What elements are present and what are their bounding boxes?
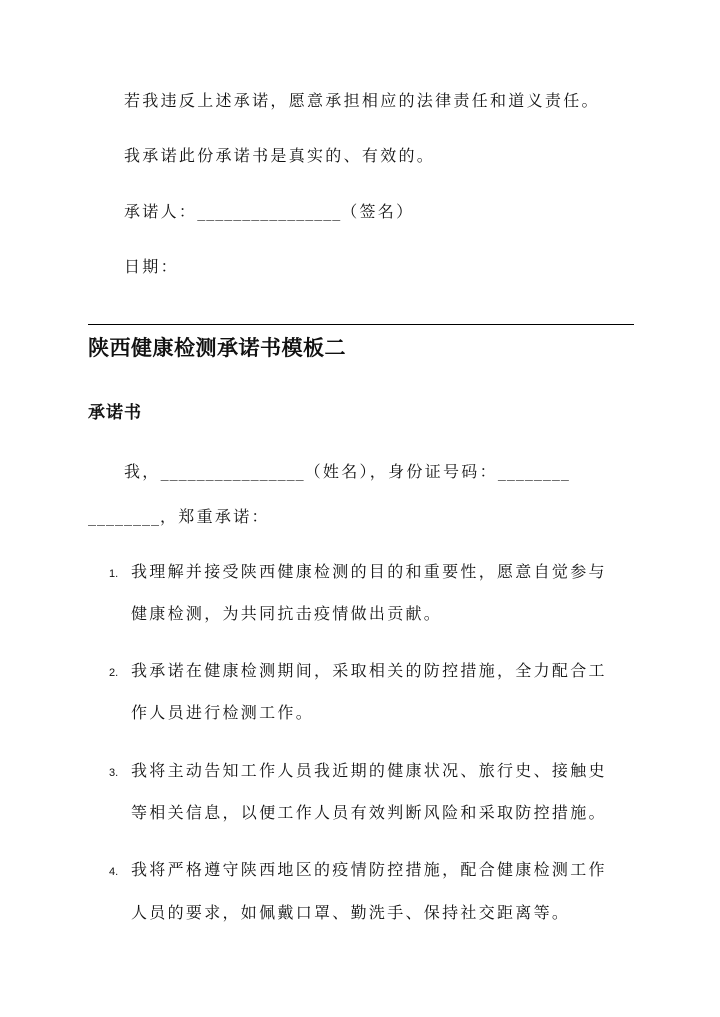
signer-blank: ________________ (197, 202, 342, 221)
list-item-number: 2. (109, 667, 119, 679)
list-item-text-line2: 作人员进行检测工作。 (131, 703, 315, 722)
list-item-text-line1: 我将主动告知工作人员我近期的健康状况、旅行史、接触史 (131, 761, 607, 780)
validity-statement: 我承诺此份承诺书是真实的、有效的。 (124, 146, 436, 165)
intro-line-2 (88, 507, 270, 527)
list-item-text-line1: 我将严格遵守陕西地区的疫情防控措施，配合健康检测工作 (131, 860, 607, 879)
signer-line (124, 202, 414, 222)
list-item-text-line2: 健康检测，为共同抗击疫情做出贡献。 (131, 604, 443, 623)
section-divider (88, 324, 634, 325)
intro-id-label: （姓名），身份证号码： (304, 462, 498, 481)
page-title: 陕西健康检测承诺书模板二 (88, 335, 346, 360)
list-item-text-line1: 我承诺在健康检测期间，采取相关的防控措施，全力配合工 (131, 661, 607, 680)
intro-pronoun: 我， (124, 462, 161, 481)
list-item-text-line1: 我理解并接受陕西健康检测的目的和重要性，愿意自觉参与 (131, 562, 607, 581)
name-blank: ________________ (160, 462, 305, 481)
list-item-number: 1. (109, 568, 119, 580)
id-blank-part1: ________ (497, 462, 570, 481)
list-item-number: 3. (109, 767, 119, 779)
intro-line-1 (124, 462, 570, 482)
signer-label: 承诺人： (124, 202, 198, 221)
intro-pledge: ，郑重承诺： (160, 507, 270, 526)
responsibility-statement: 若我违反上述承诺，愿意承担相应的法律责任和道义责任。 (124, 91, 600, 110)
list-item-number: 4. (109, 866, 119, 878)
document-subtitle: 承诺书 (88, 403, 142, 423)
date-label: 日期： (124, 257, 179, 276)
id-blank-part2: ________ (88, 507, 160, 526)
list-item-text-line2: 人员的要求，如佩戴口罩、勤洗手、保持社交距离等。 (131, 903, 571, 922)
signer-suffix: （签名） (341, 202, 415, 221)
list-item-text-line2: 等相关信息，以便工作人员有效判断风险和采取防控措施。 (131, 803, 607, 822)
